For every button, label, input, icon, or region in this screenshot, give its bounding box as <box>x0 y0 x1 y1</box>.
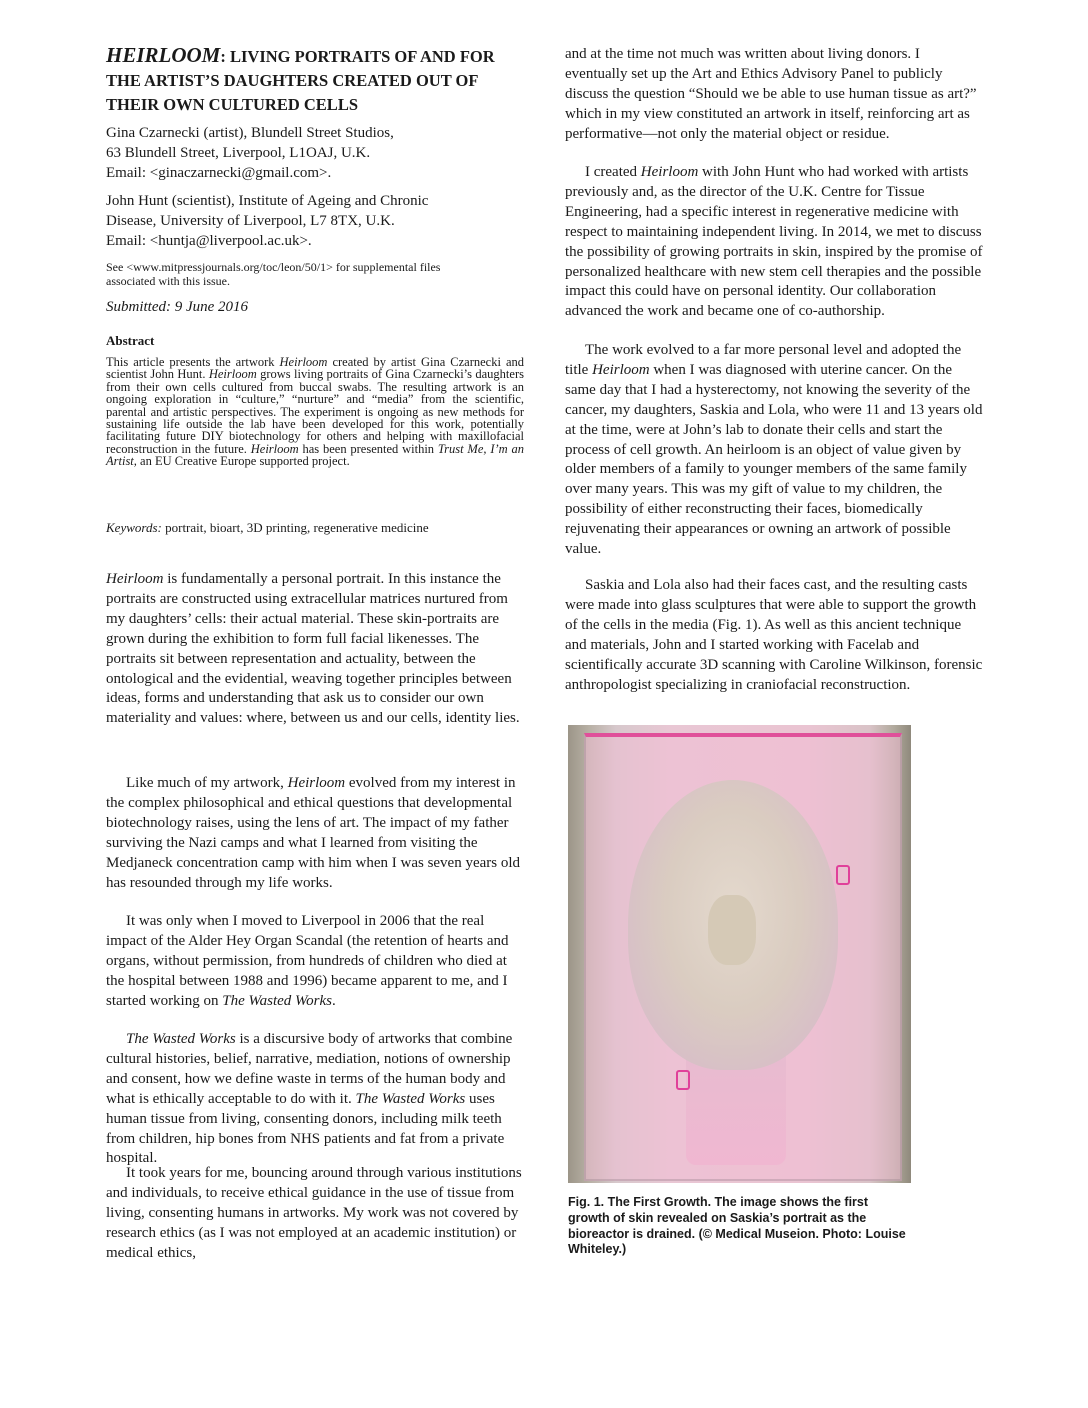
body-paragraph <box>565 341 985 560</box>
pink-marker <box>836 865 850 885</box>
author-2-email: Email: <huntja@liverpool.ac.uk>. <box>106 233 312 249</box>
abstract-text: grows living portraits of Gina Czarnecki’s daughters from their own cells cultured from buccal swabs. The resulting artwork is an ongoing exploration in “culture,” “nurture” and “media” from the scientific, parental and artistic perspectives. The experiment is ongoing as new methods for sustaining life outside the lab have been developed for this work, potentially facilitating future DIY biotechnology for others and helping with maxillofacial reconstruction in the future. <box>106 367 524 456</box>
author-1-email: Email: <ginaczarnecki@gmail.com>. <box>106 165 332 181</box>
body-italic: Heirloom <box>640 164 699 180</box>
author-1-line1: Gina Czarnecki (artist), Blundell Street Studios, <box>106 125 394 141</box>
article-title <box>106 44 526 116</box>
figure-caption: Fig. 1. The First Growth. The image shows the first growth of skin revealed on Saskia’s portrait as the bioreactor is drained. (© Medical Museion. Photo: Louise Whiteley.) <box>568 1195 906 1257</box>
author-2-line2: Disease, University of Liverpool, L7 8TX, U.K. <box>106 213 395 229</box>
body-paragraph <box>106 1030 524 1169</box>
body-paragraph <box>565 163 985 322</box>
keywords-label: Keywords: <box>106 520 162 535</box>
supplemental-note-line1: See <www.mitpressjournals.org/toc/leon/50/1> for supplemental files <box>106 260 441 274</box>
submitted-date: Submitted: 9 June 2016 <box>106 299 249 315</box>
author-1-line2: 63 Blundell Street, Liverpool, L1OAJ, U.K. <box>106 145 371 161</box>
abstract-text: an EU Creative Europe supported project. <box>136 454 350 469</box>
body-italic: The Wasted Works <box>355 1090 466 1107</box>
keywords <box>106 520 429 536</box>
body-italic: Heirloom <box>592 361 650 378</box>
body-italic: Heirloom <box>287 775 346 791</box>
body-italic: The Wasted Works <box>222 992 332 1009</box>
body-paragraph: Saskia and Lola also had their faces cast, and the resulting casts were made into glass sculptures that were able to support the growth of the cells in the media (Fig. 1). As well as this ancient technique and materials, John and I started working with Facelab and scientifically accurate 3D scanning with Caroline Wilkinson, forensic anthropologist specializing in craniofacial reconstruction. <box>565 577 983 693</box>
author-2-line1: John Hunt (scientist), Institute of Ageing and Chronic <box>106 193 429 209</box>
title-line2: THE ARTIST’S DAUGHTERS CREATED OUT OF <box>106 71 479 90</box>
body-text: It was only when I moved to Liverpool in 2006 that the real impact of the Alder Hey Organ Scandal (the retention of hearts and organs, without permission, from hundreds of children who died at the hospital between 1988 and 1996) became apparent to me, and I started working on <box>106 913 509 1009</box>
body-text: . <box>331 992 336 1009</box>
body-paragraph <box>106 912 524 1012</box>
body-paragraph: and at the time not much was written about living donors. I eventually set up the Art and Ethics Advisory Panel to publicly discuss the question “Should we be able to use human tissue as art?” which in my view constituted an artwork in itself, reinforcing art as performative—not only the material object or residue. <box>565 46 977 142</box>
abstract-body <box>106 356 524 468</box>
body-italic: Heirloom <box>106 571 164 587</box>
title-line3: THEIR OWN CULTURED CELLS <box>106 95 358 114</box>
portrait-nose <box>708 895 756 965</box>
body-paragraph <box>106 774 524 893</box>
abstract-text: has been presented within <box>298 441 438 456</box>
body-text: uses human tissue from living, consenting donors, including milk teeth from children, hip bones from NHS patients and fat from a private hospital. <box>106 1090 505 1167</box>
body-text: when I was diagnosed with uterine cancer. On the same day that I had a hysterectomy, not knowing the severity of the cancer, my daughters, Saskia and Lola, who were 11 and 13 years old at the time, were at John’s lab to donate their cells and start the process of cell growth. An heirloom is an object of value given by older members of a family to younger members of the same family over many years. This was my gift of value to my children, the possibility of either reconstructing their faces, biomedically rejuvenating their appearances or owning an artwork of possible value. <box>565 361 983 558</box>
body-paragraph: It took years for me, bouncing around through various institutions and individuals, to receive ethical guidance in the use of tissue from living, consenting humans in artworks. My work was not covered by research ethics (as I was not employed at an academic institution) or medical ethics, <box>106 1165 522 1261</box>
abstract-italic: Heirloom <box>250 441 299 456</box>
pink-marker <box>676 1070 690 1090</box>
title-italic-word: HEIRLOOM <box>106 43 221 67</box>
abstract-heading: Abstract <box>106 333 155 348</box>
body-italic: The Wasted Works <box>126 1031 236 1047</box>
author-1-affiliation <box>106 123 524 183</box>
body-text: is a discursive body of artworks that combine cultural histories, belief, narrative, mediation, notions of ownership and consent, how we define waste in terms of the human body and what is ethically acceptable to do with it. <box>106 1031 513 1107</box>
supplemental-note-line2: associated with this issue. <box>106 273 230 288</box>
body-text: I created <box>585 164 641 180</box>
supplemental-note <box>106 261 524 288</box>
keywords-value: portrait, bioart, 3D printing, regenerative medicine <box>161 520 429 535</box>
abstract-text: created by artist Gina Czarnecki and scientist John Hunt. <box>106 355 524 382</box>
abstract-italic: Trust Me, I’m an Artist, <box>106 441 524 469</box>
body-text: The work evolved to a far more personal level and adopted the title <box>565 342 962 378</box>
abstract-italic: Heirloom <box>279 355 328 369</box>
body-text: with John Hunt who had worked with artists previously and, as the director of the U.K. Centre for Tissue Engineering, had a specific interest in regenerative medicine with respect to maintaining independent living. In 2014, we met to discuss the possibility of growing portraits in skin, inspired by the promise of personalized healthcare with new stem cell therapies and the possible impact this could have on personal identity. Our collaboration advanced the work and became one of co-authorship. <box>565 164 983 320</box>
body-paragraph <box>106 570 524 729</box>
body-text: evolved from my interest in the complex philosophical and ethical questions that developmental biotechnology raises, using the lens of art. The impact of my father surviving the Nazi camps and what I learned from visiting the Medjaneck concentration camp with him when I was seven years old has resounded through my life works. <box>106 775 521 891</box>
abstract-italic: Heirloom <box>208 367 257 382</box>
body-text: is fundamentally a personal portrait. In this instance the portraits are constructed using extracellular matrices nurtured from my daughters’ cells: their actual material. These skin-portraits are grown during the exhibition to form full facial likenesses. The portraits sit between representation and actuality, between the ontological and the evidential, weaving together principles between ideas, forms and understanding that ask us to consider our own materiality and values: where, between us and our cells, identity lies. <box>106 571 520 727</box>
abstract-text: This article presents the artwork <box>106 355 280 369</box>
author-2-affiliation <box>106 191 524 251</box>
title-line1-rest: : LIVING PORTRAITS OF AND FOR <box>220 47 495 66</box>
body-text: Like much of my artwork, <box>126 775 288 791</box>
figure-1-photo <box>568 725 911 1183</box>
